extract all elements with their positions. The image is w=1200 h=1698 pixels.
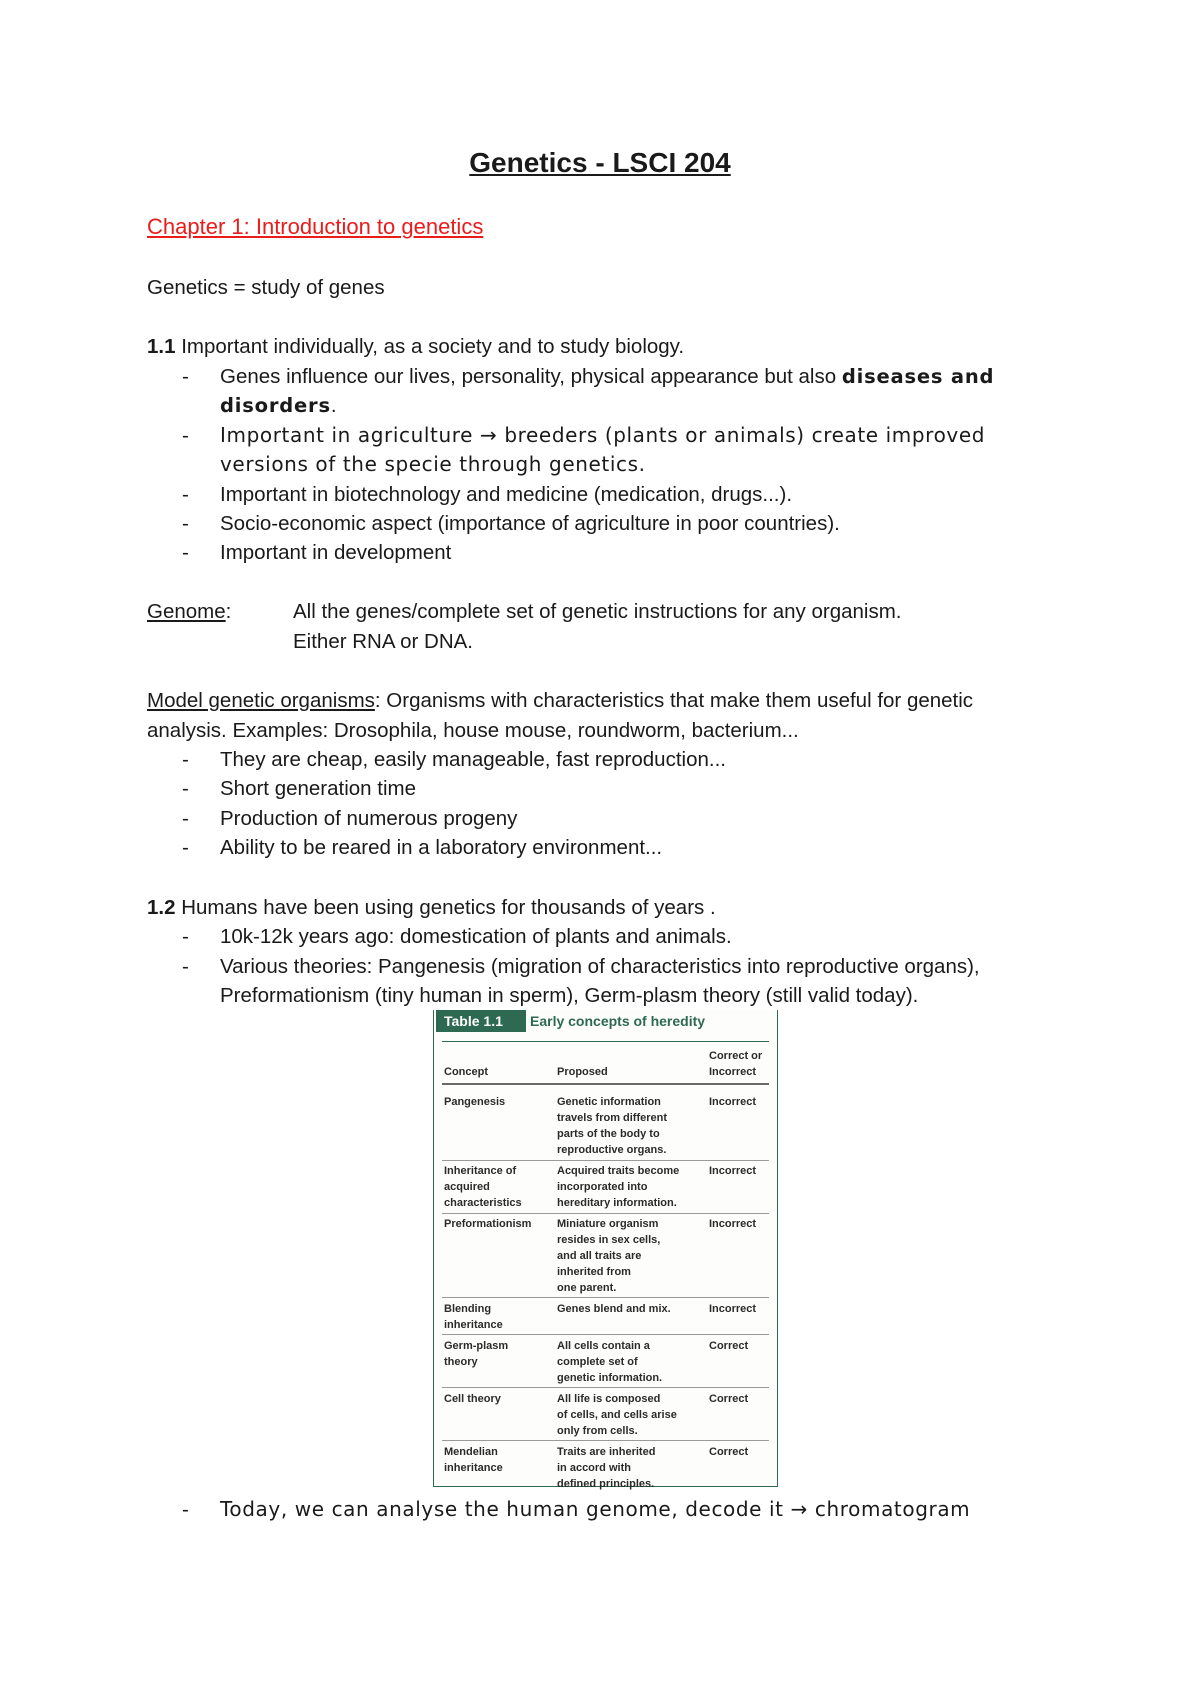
bullet-marker: - <box>182 365 189 388</box>
chapter-heading: Chapter 1: Introduction to genetics <box>147 214 484 239</box>
list-item-text: . <box>330 394 337 417</box>
table-rule <box>442 1387 769 1388</box>
table-rule <box>442 1083 769 1085</box>
table-cell-concept: Cell theory <box>444 1393 501 1405</box>
list-item: Various theories: Pangenesis (migration of characteristics into reproductive organs), <box>220 955 980 978</box>
table-cell-verdict: Incorrect <box>709 1218 757 1230</box>
bullet-marker: - <box>182 1498 189 1521</box>
table-rule <box>442 1160 769 1161</box>
list-item <box>220 362 994 392</box>
table-cell-verdict: Incorrect <box>709 1165 757 1177</box>
list-item: Today, we can analyse the human genome, decode it → chromatogram <box>220 1497 971 1521</box>
table-rule <box>442 1213 769 1214</box>
section-text: Humans have been using genetics for thousands of years . <box>175 896 716 919</box>
table-cell-verdict: Incorrect <box>709 1303 757 1315</box>
table-rule <box>442 1440 769 1441</box>
bullet-marker: - <box>182 836 189 859</box>
section-1-1-heading <box>147 332 684 362</box>
genetics-definition: Genetics = study of genes <box>147 276 385 299</box>
document-title: Genetics - LSCI 204 <box>469 147 731 178</box>
list-item-continued: versions of the specie through genetics. <box>220 452 646 476</box>
list-item: Short generation time <box>220 777 417 800</box>
table-cell-verdict: Correct <box>709 1340 749 1352</box>
list-item: They are cheap, easily manageable, fast reproduction... <box>220 748 726 771</box>
bullet-marker: - <box>182 512 189 535</box>
table-cell-verdict: Incorrect <box>709 1096 757 1108</box>
column-header-proposed: Proposed <box>557 1066 608 1078</box>
section-text: Important individually, as a society and to study biology. <box>175 335 685 358</box>
table-rule <box>442 1297 769 1298</box>
list-item-continued <box>220 391 337 421</box>
bullet-marker: - <box>182 483 189 506</box>
table-cell-concept: Inheritance of acquired characteristics <box>444 1165 522 1209</box>
table-cell-proposed: All cells contain a complete set of genetic information. <box>557 1340 663 1384</box>
table-cell-proposed: All life is composed of cells, and cells arise only from cells. <box>557 1393 677 1437</box>
heredity-table-figure <box>433 1010 778 1490</box>
bullet-marker: - <box>182 424 189 447</box>
table-number: Table 1.1 <box>436 1010 526 1032</box>
list-item: Important in agriculture → breeders (plants or animals) create improved <box>220 423 986 447</box>
bullet-marker: - <box>182 955 189 978</box>
table-cell-concept: Germ-plasm theory <box>444 1340 509 1368</box>
table-cell-concept: Blending inheritance <box>444 1303 503 1331</box>
section-number: 1.2 <box>147 896 176 919</box>
table-cell-concept: Preformationism <box>444 1218 532 1230</box>
table-cell-proposed: Acquired traits become incorporated into hereditary information. <box>557 1165 680 1209</box>
table-header-bar <box>434 1010 777 1032</box>
list-item-continued: Preformationism (tiny human in sperm), Germ-plasm theory (still valid today). <box>220 984 919 1007</box>
table-caption: Early concepts of heredity <box>530 1013 706 1029</box>
list-item: Important in biotechnology and medicine (medication, drugs...). <box>220 483 793 506</box>
bullet-marker: - <box>182 925 189 948</box>
genome-term <box>147 597 231 627</box>
table-cell-verdict: Correct <box>709 1446 749 1458</box>
emphasis-text: diseases and <box>841 365 995 388</box>
emphasis-text: disorders <box>220 394 331 417</box>
term-label: Genome <box>147 600 226 623</box>
bullet-marker: - <box>182 777 189 800</box>
table-cell-proposed: Genes blend and mix. <box>557 1303 671 1315</box>
genome-definition: All the genes/complete set of genetic instructions for any organism. <box>293 600 902 623</box>
bullet-marker: - <box>182 541 189 564</box>
list-item: Production of numerous progeny <box>220 807 518 830</box>
table-cell-proposed: Miniature organism resides in sex cells, and all traits are inherited from one parent. <box>557 1218 661 1294</box>
table-cell-proposed: Genetic information travels from different parts of the body to reproductive organs. <box>557 1096 668 1156</box>
list-item: Important in development <box>220 541 452 564</box>
table-cell-concept: Pangenesis <box>444 1096 506 1108</box>
paragraph-text-continued: analysis. Examples: Drosophila, house mouse, roundworm, bacterium... <box>147 719 799 742</box>
list-item-text: Genes influence our lives, personality, physical appearance but also <box>220 365 842 388</box>
list-item: Ability to be reared in a laboratory environment... <box>220 836 663 859</box>
term-label: Model genetic organisms <box>147 689 375 712</box>
bullet-marker: - <box>182 748 189 771</box>
term-colon: : <box>225 600 232 623</box>
column-header-concept: Concept <box>444 1066 488 1078</box>
paragraph-text: : Organisms with characteristics that make them useful for genetic <box>374 689 974 712</box>
model-organisms-paragraph <box>147 686 973 716</box>
bullet-marker: - <box>182 807 189 830</box>
section-number: 1.1 <box>147 335 176 358</box>
list-item: Socio-economic aspect (importance of agriculture in poor countries). <box>220 512 840 535</box>
genome-definition-continued: Either RNA or DNA. <box>293 630 473 653</box>
table-rule <box>442 1334 769 1335</box>
table-cell-verdict: Correct <box>709 1393 749 1405</box>
table-cell-concept: Mendelian inheritance <box>444 1446 503 1474</box>
table-cell-proposed: Traits are inherited in accord with defined principles. <box>557 1446 656 1490</box>
column-header-verdict: Correct or Incorrect <box>709 1050 763 1078</box>
table-rule <box>442 1041 769 1042</box>
list-item: 10k-12k years ago: domestication of plants and animals. <box>220 925 732 948</box>
section-1-2-heading <box>147 893 716 923</box>
